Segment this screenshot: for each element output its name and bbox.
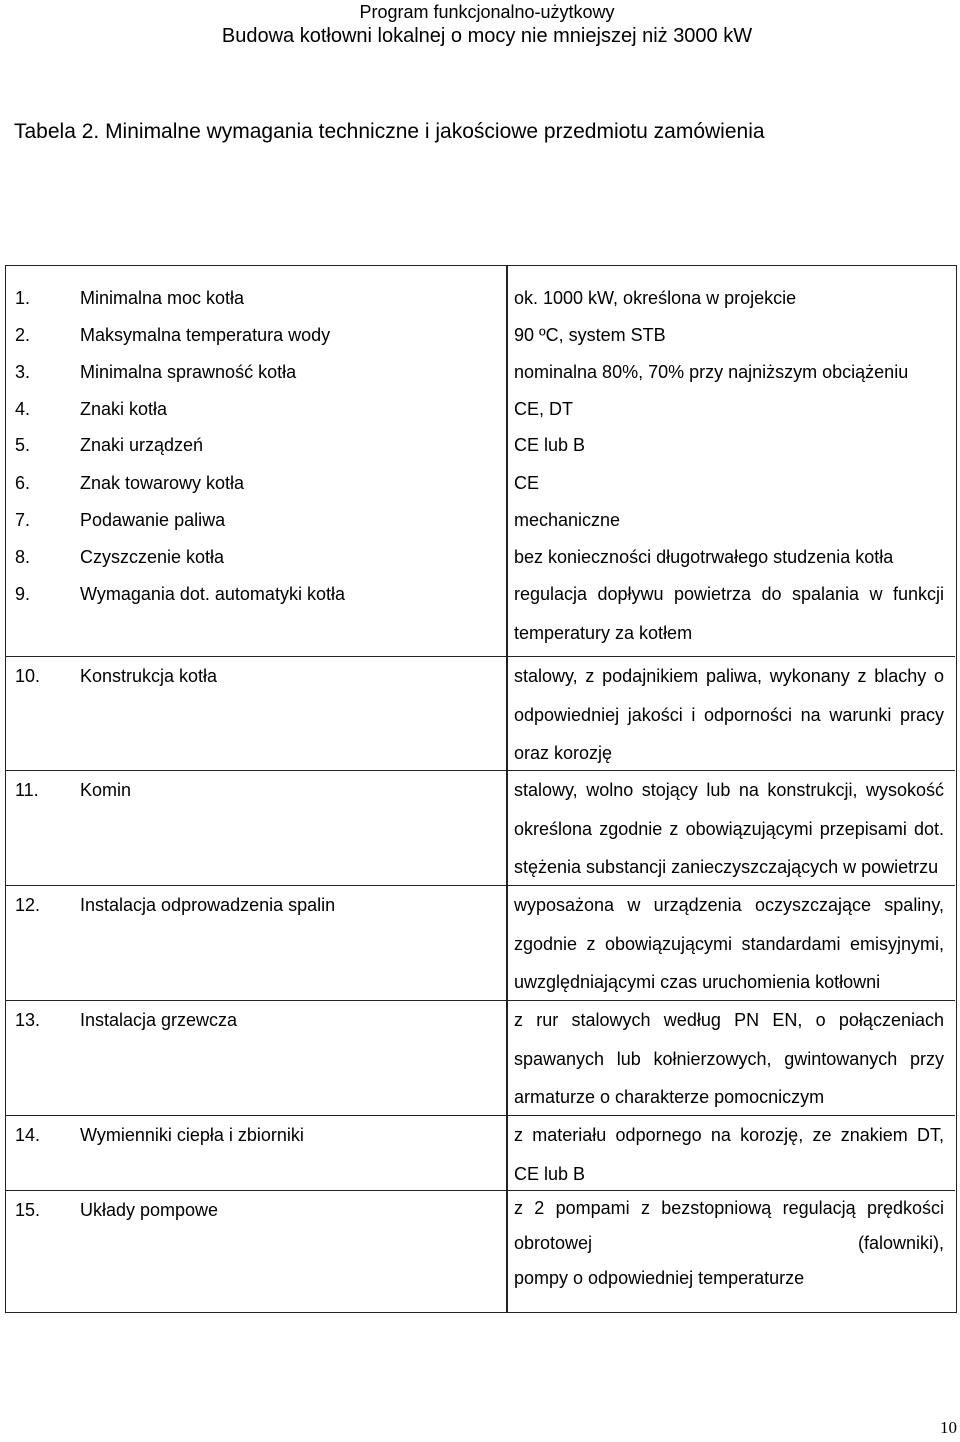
row-number: 6.: [15, 473, 31, 493]
value-line: zgodnie z obowiązującymi standardami emisyjnymi,: [514, 933, 944, 954]
requirement-label: Znaki urządzeń: [80, 435, 204, 455]
requirement-value: [514, 1116, 944, 1193]
table-row: [6, 1001, 955, 1116]
row-number: 8.: [15, 547, 31, 567]
table-row: [6, 316, 955, 353]
table-row: [6, 390, 955, 426]
row-number: 1.: [15, 288, 31, 308]
row-number: 11.: [15, 780, 39, 800]
table-row: [6, 657, 955, 771]
row-number: 14.: [15, 1125, 41, 1145]
requirement-value: [514, 538, 944, 577]
table-caption: Tabela 2. Minimalne wymagania techniczne i jakościowe przedmiotu zamówienia: [14, 120, 765, 143]
requirements-table: [5, 265, 957, 1313]
document-type: Program funkcjonalno-użytkowy: [359, 2, 615, 22]
requirement-value: [514, 279, 944, 318]
value-line: spawanych lub kołnierzowych, gwintowanych przy: [514, 1048, 944, 1069]
value-line: bez konieczności długotrwałego studzenia kotła: [514, 547, 894, 567]
requirement-value: [514, 657, 944, 773]
value-line: pompy o odpowiedniej temperaturze: [514, 1268, 805, 1288]
table-row: [6, 1191, 955, 1312]
table-row: [6, 1116, 955, 1191]
requirement-label: Instalacja odprowadzenia spalin: [80, 895, 336, 915]
requirement-label: Znak towarowy kotła: [80, 473, 245, 493]
value-line: CE: [514, 473, 540, 493]
requirement-value: [514, 353, 944, 392]
requirement-value: [514, 1001, 944, 1117]
requirement-label: Instalacja grzewcza: [80, 1010, 238, 1030]
value-line: CE, DT: [514, 399, 574, 419]
requirement-value: [514, 464, 944, 503]
requirement-value: [514, 390, 944, 429]
table-row: [6, 538, 955, 575]
requirement-label: Wymienniki ciepła i zbiorniki: [80, 1125, 304, 1145]
requirement-label: Układy pompowe: [80, 1200, 219, 1220]
value-line: nominalna 80%, 70% przy najniższym obciążeniu: [514, 362, 909, 382]
value-line: armaturze o charakterze pomocniczym: [514, 1087, 825, 1107]
requirement-label: Konstrukcja kotła: [80, 666, 218, 686]
table-row: [6, 266, 955, 316]
table-row: [6, 464, 955, 501]
value-line: mechaniczne: [514, 510, 621, 530]
row-number: 3.: [15, 362, 31, 382]
requirement-label: Podawanie paliwa: [80, 510, 226, 530]
document-header: [0, 0, 960, 48]
value-line: CE lub B: [514, 1163, 586, 1184]
requirement-value: [514, 575, 944, 652]
requirement-label: Wymagania dot. automatyki kotła: [80, 584, 345, 604]
row-number: 15.: [15, 1200, 41, 1220]
document-title: Budowa kotłowni lokalnej o mocy nie mniejszej niż 3000 kW: [221, 25, 753, 47]
value-line: CE lub B: [514, 435, 586, 455]
row-number: 12.: [15, 895, 41, 915]
requirement-label: Maksymalna temperatura wody: [80, 325, 331, 345]
page-number: 10: [940, 1418, 957, 1437]
value-line: temperatury za kotłem: [514, 622, 693, 643]
value-line: z materiału odpornego na korozję, ze znakiem DT,: [514, 1125, 944, 1145]
table-row: [6, 426, 955, 464]
value-line: odpowiedniej jakości i odporności na warunki pracy: [514, 704, 944, 725]
requirement-label: Minimalna sprawność kotła: [80, 362, 297, 382]
requirement-label: Znaki kotła: [80, 399, 168, 419]
requirement-value: [514, 316, 944, 355]
value-line: z 2 pompami z bezstopniową regulacją prędkości: [514, 1198, 944, 1218]
value-line: stalowy, wolno stojący lub na konstrukcji, wysokość: [514, 780, 944, 800]
value-line: uwzględniającymi czas uruchomienia kotłowni: [514, 972, 881, 992]
row-number: 7.: [15, 510, 31, 530]
table-row: [6, 353, 955, 390]
value-line: stalowy, z podajnikiem paliwa, wykonany z blachy o: [514, 666, 944, 686]
row-number: 13.: [15, 1010, 41, 1030]
requirement-label: Czyszczenie kotła: [80, 547, 225, 567]
value-line: 90 ºC, system STB: [514, 325, 666, 345]
row-number: 9.: [15, 584, 31, 604]
value-line: ok. 1000 kW, określona w projekcie: [514, 288, 797, 308]
table-row: [6, 771, 955, 886]
table-row: [6, 501, 955, 538]
row-number: 2.: [15, 325, 31, 345]
value-line: obrotowej (falowniki),: [514, 1233, 944, 1253]
table-row: [6, 886, 955, 1001]
value-line: stężenia substancji zanieczyszczających w powietrzu: [514, 857, 939, 877]
row-number: 10.: [15, 666, 41, 686]
requirement-value: [514, 426, 944, 465]
value-line: wyposażona w urządzenia oczyszczające spaliny,: [514, 895, 944, 915]
value-line: regulacja dopływu powietrza do spalania w funkcji: [514, 584, 944, 604]
row-number: 4.: [15, 399, 31, 419]
requirement-value: [514, 501, 944, 540]
requirement-label: Minimalna moc kotła: [80, 288, 245, 308]
row-number: 5.: [15, 435, 31, 455]
table-row: [6, 575, 955, 657]
requirement-label: Komin: [80, 780, 132, 800]
value-line: określona zgodnie z obowiązującymi przepisami dot.: [514, 818, 944, 839]
requirement-value: [514, 1191, 944, 1296]
requirement-value: [514, 771, 944, 887]
value-line: oraz korozję: [514, 743, 613, 763]
requirement-value: [514, 886, 944, 1002]
value-line: z rur stalowych według PN EN, o połączeniach: [514, 1010, 944, 1030]
